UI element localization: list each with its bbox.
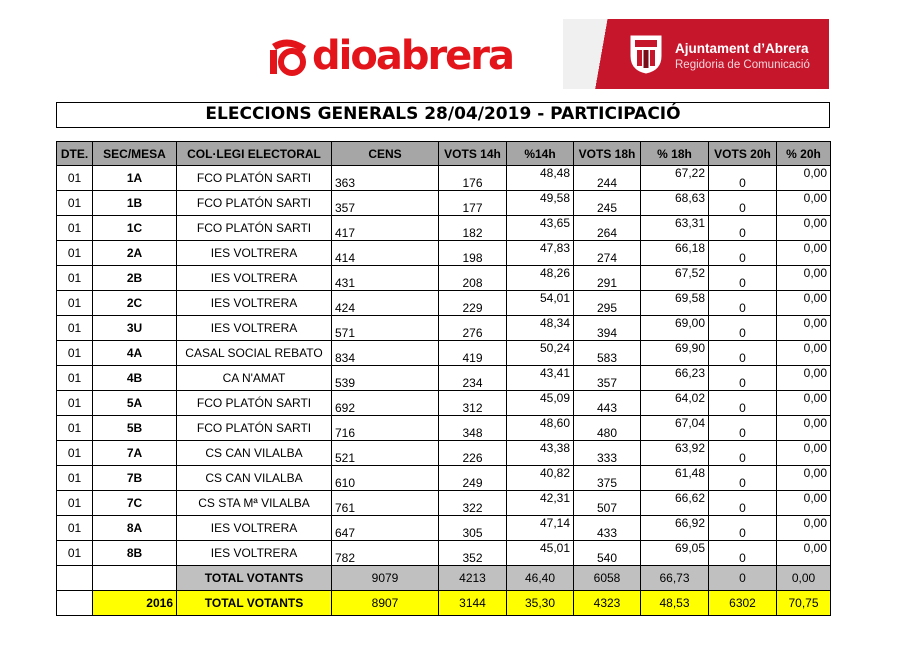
column-header: VOTS 18h: [574, 142, 641, 166]
previous-label: TOTAL VOTANTS: [177, 591, 332, 616]
pct-18h-cell: 64,02: [641, 391, 709, 416]
pct-18h-cell: 61,48: [641, 466, 709, 491]
dte-cell: 01: [57, 416, 93, 441]
vots-20h-cell: 0: [709, 166, 777, 191]
vots-20h-cell: 0: [709, 266, 777, 291]
table-row: [57, 166, 831, 191]
table-row: [57, 291, 831, 316]
radio-abrera-logo: [266, 30, 558, 82]
total-vots-14h: 4213: [439, 566, 507, 591]
vots-18h-cell: 433: [574, 516, 641, 541]
pct-18h-cell: 67,52: [641, 266, 709, 291]
dte-cell: 01: [57, 291, 93, 316]
table-row: [57, 391, 831, 416]
table-row: [57, 316, 831, 341]
dte-cell: 01: [57, 541, 93, 566]
colegi-cell: IES VOLTRERA: [177, 541, 332, 566]
total-vots-18h: 6058: [574, 566, 641, 591]
pct-18h-cell: 66,18: [641, 241, 709, 266]
cens-cell: 716: [332, 416, 439, 441]
pct-20h-cell: 0,00: [777, 516, 831, 541]
column-header: VOTS 14h: [439, 142, 507, 166]
cens-cell: 357: [332, 191, 439, 216]
pct-20h-cell: 0,00: [777, 466, 831, 491]
table-row: [57, 441, 831, 466]
vots-20h-cell: 0: [709, 341, 777, 366]
pct-20h-cell: 0,00: [777, 341, 831, 366]
vots-18h-cell: 480: [574, 416, 641, 441]
pct-14h-cell: 47,83: [507, 241, 574, 266]
pct-14h-cell: 48,26: [507, 266, 574, 291]
mesa-cell: 3U: [93, 316, 177, 341]
pct-14h-cell: 43,41: [507, 366, 574, 391]
pct-18h-cell: 67,22: [641, 166, 709, 191]
pct-18h-cell: 68,63: [641, 191, 709, 216]
vots-14h-cell: 234: [439, 366, 507, 391]
colegi-cell: CS CAN VILALBA: [177, 441, 332, 466]
previous-pct-20h: 70,75: [777, 591, 831, 616]
colegi-cell: FCO PLATÓN SARTI: [177, 166, 332, 191]
pct-18h-cell: 69,58: [641, 291, 709, 316]
mesa-cell: 8B: [93, 541, 177, 566]
pct-14h-cell: 47,14: [507, 516, 574, 541]
participation-table: [56, 141, 831, 616]
cens-cell: 571: [332, 316, 439, 341]
pct-14h-cell: 50,24: [507, 341, 574, 366]
colegi-cell: IES VOLTRERA: [177, 291, 332, 316]
column-header: % 20h: [777, 142, 831, 166]
total-vots-20h: 0: [709, 566, 777, 591]
vots-14h-cell: 176: [439, 166, 507, 191]
pct-18h-cell: 67,04: [641, 416, 709, 441]
vots-14h-cell: 352: [439, 541, 507, 566]
vots-18h-cell: 333: [574, 441, 641, 466]
column-header: CENS: [332, 142, 439, 166]
cens-cell: 647: [332, 516, 439, 541]
pct-18h-cell: 66,62: [641, 491, 709, 516]
pct-14h-cell: 54,01: [507, 291, 574, 316]
column-header: DTE.: [57, 142, 93, 166]
colegi-cell: CA N'AMAT: [177, 366, 332, 391]
pct-20h-cell: 0,00: [777, 291, 831, 316]
mesa-cell: 1A: [93, 166, 177, 191]
cens-cell: 417: [332, 216, 439, 241]
vots-14h-cell: 177: [439, 191, 507, 216]
colegi-cell: IES VOLTRERA: [177, 316, 332, 341]
pct-14h-cell: 45,01: [507, 541, 574, 566]
total-pct-18h: 66,73: [641, 566, 709, 591]
pct-18h-cell: 66,23: [641, 366, 709, 391]
cens-cell: 521: [332, 441, 439, 466]
pct-18h-cell: 69,90: [641, 341, 709, 366]
cens-cell: 610: [332, 466, 439, 491]
vots-20h-cell: 0: [709, 516, 777, 541]
vots-18h-cell: 244: [574, 166, 641, 191]
vots-14h-cell: 229: [439, 291, 507, 316]
cens-cell: 414: [332, 241, 439, 266]
table-row: [57, 341, 831, 366]
vots-18h-cell: 357: [574, 366, 641, 391]
mesa-cell: 2A: [93, 241, 177, 266]
vots-18h-cell: 245: [574, 191, 641, 216]
previous-cens: 8907: [332, 591, 439, 616]
table-row: [57, 216, 831, 241]
pct-14h-cell: 43,65: [507, 216, 574, 241]
dte-cell: 01: [57, 166, 93, 191]
vots-20h-cell: 0: [709, 491, 777, 516]
vots-14h-cell: 419: [439, 341, 507, 366]
cens-cell: 692: [332, 391, 439, 416]
colegi-cell: IES VOLTRERA: [177, 516, 332, 541]
vots-18h-cell: 291: [574, 266, 641, 291]
pct-14h-cell: 48,34: [507, 316, 574, 341]
vots-14h-cell: 348: [439, 416, 507, 441]
total-row: [57, 566, 831, 591]
mesa-cell: 4A: [93, 341, 177, 366]
mesa-cell: 7A: [93, 441, 177, 466]
vots-14h-cell: 208: [439, 266, 507, 291]
ajuntament-shield-icon: [629, 34, 663, 74]
pct-18h-cell: 69,00: [641, 316, 709, 341]
column-header: COL·LEGI ELECTORAL: [177, 142, 332, 166]
mesa-cell: 5A: [93, 391, 177, 416]
pct-18h-cell: 63,92: [641, 441, 709, 466]
previous-pct-14h: 35,30: [507, 591, 574, 616]
pct-14h-cell: 40,82: [507, 466, 574, 491]
dte-cell: 01: [57, 191, 93, 216]
radio-logo-mark-icon: [266, 36, 310, 76]
mesa-cell: 7B: [93, 466, 177, 491]
table-row: [57, 516, 831, 541]
mesa-cell: 1B: [93, 191, 177, 216]
colegi-cell: FCO PLATÓN SARTI: [177, 416, 332, 441]
cens-cell: 782: [332, 541, 439, 566]
ajuntament-department: Regidoria de Comunicació: [675, 59, 810, 71]
dte-cell: 01: [57, 466, 93, 491]
vots-14h-cell: 226: [439, 441, 507, 466]
vots-20h-cell: 0: [709, 391, 777, 416]
mesa-cell: 2C: [93, 291, 177, 316]
vots-20h-cell: 0: [709, 291, 777, 316]
table-row: [57, 541, 831, 566]
previous-pct-18h: 48,53: [641, 591, 709, 616]
vots-20h-cell: 0: [709, 216, 777, 241]
colegi-cell: FCO PLATÓN SARTI: [177, 191, 332, 216]
table-row: [57, 241, 831, 266]
vots-14h-cell: 182: [439, 216, 507, 241]
dte-cell: 01: [57, 316, 93, 341]
vots-18h-cell: 264: [574, 216, 641, 241]
mesa-cell: 4B: [93, 366, 177, 391]
vots-20h-cell: 0: [709, 366, 777, 391]
table-row: [57, 366, 831, 391]
vots-20h-cell: 0: [709, 541, 777, 566]
total-pct-20h: 0,00: [777, 566, 831, 591]
pct-20h-cell: 0,00: [777, 216, 831, 241]
pct-20h-cell: 0,00: [777, 166, 831, 191]
colegi-cell: IES VOLTRERA: [177, 241, 332, 266]
mesa-cell: 5B: [93, 416, 177, 441]
colegi-cell: CS STA Mª VILALBA: [177, 491, 332, 516]
pct-14h-cell: 49,58: [507, 191, 574, 216]
table-header-row: [57, 142, 831, 166]
radio-logo-text: dioabrera: [312, 33, 514, 79]
pct-20h-cell: 0,00: [777, 491, 831, 516]
table-row: [57, 466, 831, 491]
ajuntament-logo: [563, 19, 829, 89]
pct-20h-cell: 0,00: [777, 391, 831, 416]
vots-20h-cell: 0: [709, 441, 777, 466]
pct-18h-cell: 69,05: [641, 541, 709, 566]
pct-20h-cell: 0,00: [777, 316, 831, 341]
colegi-cell: FCO PLATÓN SARTI: [177, 216, 332, 241]
pct-14h-cell: 45,09: [507, 391, 574, 416]
dte-cell: 01: [57, 491, 93, 516]
mesa-cell: 7C: [93, 491, 177, 516]
column-header: SEC/MESA: [93, 142, 177, 166]
dte-cell: 01: [57, 341, 93, 366]
vots-18h-cell: 443: [574, 391, 641, 416]
mesa-cell: 8A: [93, 516, 177, 541]
column-header: %14h: [507, 142, 574, 166]
vots-18h-cell: 583: [574, 341, 641, 366]
pct-20h-cell: 0,00: [777, 541, 831, 566]
colegi-cell: CASAL SOCIAL REBATO: [177, 341, 332, 366]
vots-14h-cell: 312: [439, 391, 507, 416]
vots-18h-cell: 375: [574, 466, 641, 491]
page-title: ELECCIONS GENERALS 28/04/2019 - PARTICIPACIÓ: [56, 102, 830, 128]
pct-20h-cell: 0,00: [777, 241, 831, 266]
mesa-cell: 1C: [93, 216, 177, 241]
table-row: [57, 416, 831, 441]
vots-14h-cell: 305: [439, 516, 507, 541]
vots-20h-cell: 0: [709, 241, 777, 266]
vots-20h-cell: 0: [709, 416, 777, 441]
vots-14h-cell: 322: [439, 491, 507, 516]
table-row: [57, 266, 831, 291]
dte-cell: 01: [57, 516, 93, 541]
vots-18h-cell: 507: [574, 491, 641, 516]
cens-cell: 834: [332, 341, 439, 366]
vots-14h-cell: 276: [439, 316, 507, 341]
table-row: [57, 491, 831, 516]
pct-20h-cell: 0,00: [777, 191, 831, 216]
cens-cell: 424: [332, 291, 439, 316]
pct-14h-cell: 43,38: [507, 441, 574, 466]
column-header: % 18h: [641, 142, 709, 166]
vots-18h-cell: 540: [574, 541, 641, 566]
colegi-cell: CS CAN VILALBA: [177, 466, 332, 491]
table-row: [57, 191, 831, 216]
vots-14h-cell: 198: [439, 241, 507, 266]
vots-14h-cell: 249: [439, 466, 507, 491]
dte-cell: 01: [57, 241, 93, 266]
dte-cell: 01: [57, 366, 93, 391]
previous-vots-20h: 6302: [709, 591, 777, 616]
vots-18h-cell: 274: [574, 241, 641, 266]
dte-cell: 01: [57, 266, 93, 291]
dte-cell: 01: [57, 391, 93, 416]
pct-20h-cell: 0,00: [777, 416, 831, 441]
previous-year: 2016: [93, 591, 177, 616]
mesa-cell: 2B: [93, 266, 177, 291]
dte-cell: 01: [57, 216, 93, 241]
vots-20h-cell: 0: [709, 191, 777, 216]
vots-20h-cell: 0: [709, 316, 777, 341]
cens-cell: 539: [332, 366, 439, 391]
column-header: VOTS 20h: [709, 142, 777, 166]
pct-20h-cell: 0,00: [777, 366, 831, 391]
cens-cell: 431: [332, 266, 439, 291]
pct-18h-cell: 66,92: [641, 516, 709, 541]
pct-18h-cell: 63,31: [641, 216, 709, 241]
dte-cell: 01: [57, 441, 93, 466]
colegi-cell: FCO PLATÓN SARTI: [177, 391, 332, 416]
previous-vots-14h: 3144: [439, 591, 507, 616]
total-cens: 9079: [332, 566, 439, 591]
vots-18h-cell: 295: [574, 291, 641, 316]
total-label: TOTAL VOTANTS: [177, 566, 332, 591]
pct-20h-cell: 0,00: [777, 441, 831, 466]
vots-20h-cell: 0: [709, 466, 777, 491]
cens-cell: 363: [332, 166, 439, 191]
previous-vots-18h: 4323: [574, 591, 641, 616]
pct-14h-cell: 42,31: [507, 491, 574, 516]
cens-cell: 761: [332, 491, 439, 516]
previous-election-row: [57, 591, 831, 616]
total-pct-14h: 46,40: [507, 566, 574, 591]
pct-20h-cell: 0,00: [777, 266, 831, 291]
pct-14h-cell: 48,48: [507, 166, 574, 191]
colegi-cell: IES VOLTRERA: [177, 266, 332, 291]
pct-14h-cell: 48,60: [507, 416, 574, 441]
ajuntament-name: Ajuntament d’Abrera: [675, 41, 809, 56]
vots-18h-cell: 394: [574, 316, 641, 341]
